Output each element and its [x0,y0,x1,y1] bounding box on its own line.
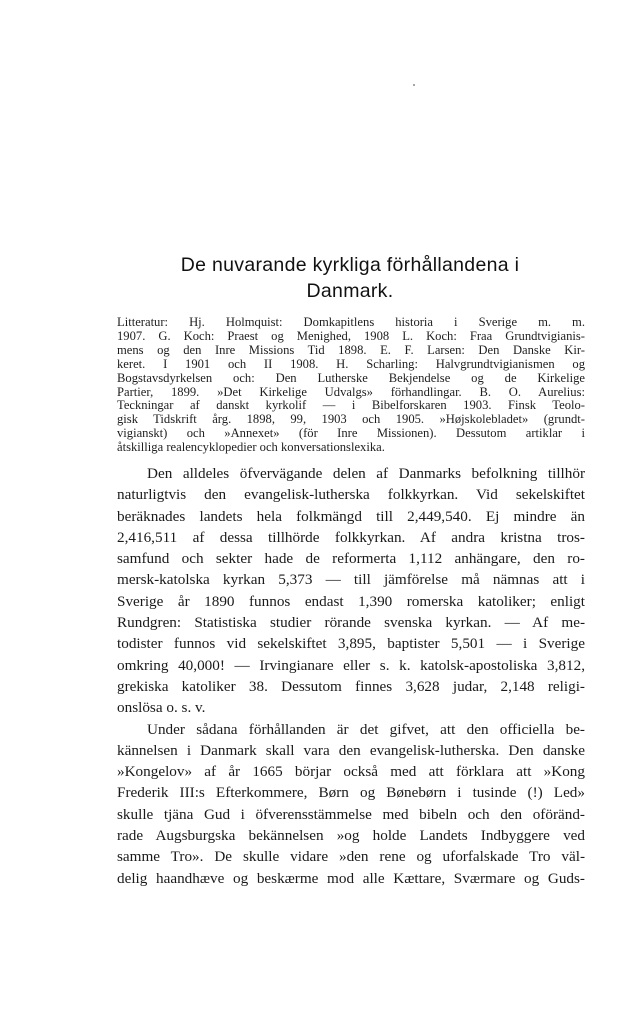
literature-line: åtskilliga realencyklopedier och konversationslexika. [117,441,385,455]
body-line: beräknades landets hela folkmängd till 2,449,540. Ej mindre än [117,507,585,525]
body-text [117,463,585,889]
body-line: Frederik III:s Efterkommere, Børn og Bønebørn i tusinde (!) Led» [117,784,585,802]
body-line: Under sådana förhållanden är det gifvet, att den officiella be- [147,720,585,738]
body-line: 2,416,511 af dessa tillhörde folkkyrkan. Af andra kristna tros- [117,528,585,546]
literature-line: Litteratur: Hj. Holmquist: Domkapitlens historia i Sverige m. m. [117,316,585,329]
body-line: Rundgren: Statistiska studier rörande svenska kyrkan. — Af me- [117,614,585,632]
body-line: onslösa o. s. v. [117,699,206,717]
literature-line: Teckningar af danskt kyrkolif — i Bibelforskaren 1903. Finsk Teolo- [117,399,585,413]
body-line: samfund och sekter hade de reformerta 1,112 anhängare, den ro- [117,550,585,568]
title-line: Danmark. [306,280,394,302]
body-line: Sverige år 1890 funnos endast 1,390 romerska katoliker; enligt [117,592,585,610]
body-line: skulle tjäna Gud i öfverensstämmelse med bibeln och den oföränd- [117,805,585,823]
body-line: todister funnos vid sekelskiftet 3,895, baptister 5,501 — i Sverige [117,635,585,653]
body-line: mersk-katolska kyrkan 5,373 — till jämförelse må nämnas att i [117,571,585,589]
scan-speck [413,84,415,86]
page-title [100,252,600,304]
body-line: naturligtvis den evangelisk-lutherska folkkyrkan. Vid sekelskiftet [117,486,585,504]
body-line: delig haandhæve og beskærme mod alle Kættare, Sværmare og Guds- [117,869,585,887]
body-line: »Kongelov» af år 1665 börjar också med att förklara att »Kong [117,763,585,781]
body-line: kännelsen i Danmark skall vara den evangelisk-lutherska. Den danske [117,741,585,759]
body-line: Den alldeles öfvervägande delen af Danmarks befolkning tillhör [147,465,585,482]
literature-line: vigianskt) och »Annexet» (för Inre Missionen). Dessutom artiklar i [117,427,585,441]
literature-line: keret. I 1901 och II 1908. H. Scharling: Halvgrundtvigianismen og [117,357,585,371]
literature-line: gisk Tidskrift årg. 1898, 99, 1903 och 1905. »Højskolebladet» (grundt- [117,413,585,427]
body-line: omkring 40,000! — Irvingianare eller s. k. katolsk-apostoliska 3,812, [117,656,585,674]
literature-line: Bogstavsdyrkelsen och: Den Lutherske Bekjendelse og de Kirkelige [117,371,585,385]
literature-line: mens og den Inre Missions Tid 1898. E. F. Larsen: Den Danske Kir- [117,343,585,357]
literature-line: 1907. G. Koch: Praest og Menighed, 1908 L. Koch: Fraa Grundtvigianis- [117,329,585,343]
literature-line: Partier, 1899. »Det Kirkelige Udvalgs» förhandlingar. B. O. Aurelius: [117,385,585,399]
body-line: grekiska katoliker 38. Dessutom finnes 3,628 judar, 2,148 religi- [117,677,585,695]
body-line: rade Augsburgska bekännelsen »og holde Landets Indbyggere ved [117,827,585,845]
body-line: samme Tro». De skulle vidare »den rene og uforfalskade Tro väl- [117,848,585,866]
literature-paragraph [117,316,585,455]
title-line: De nuvarande kyrkliga förhållandena i [180,254,520,276]
